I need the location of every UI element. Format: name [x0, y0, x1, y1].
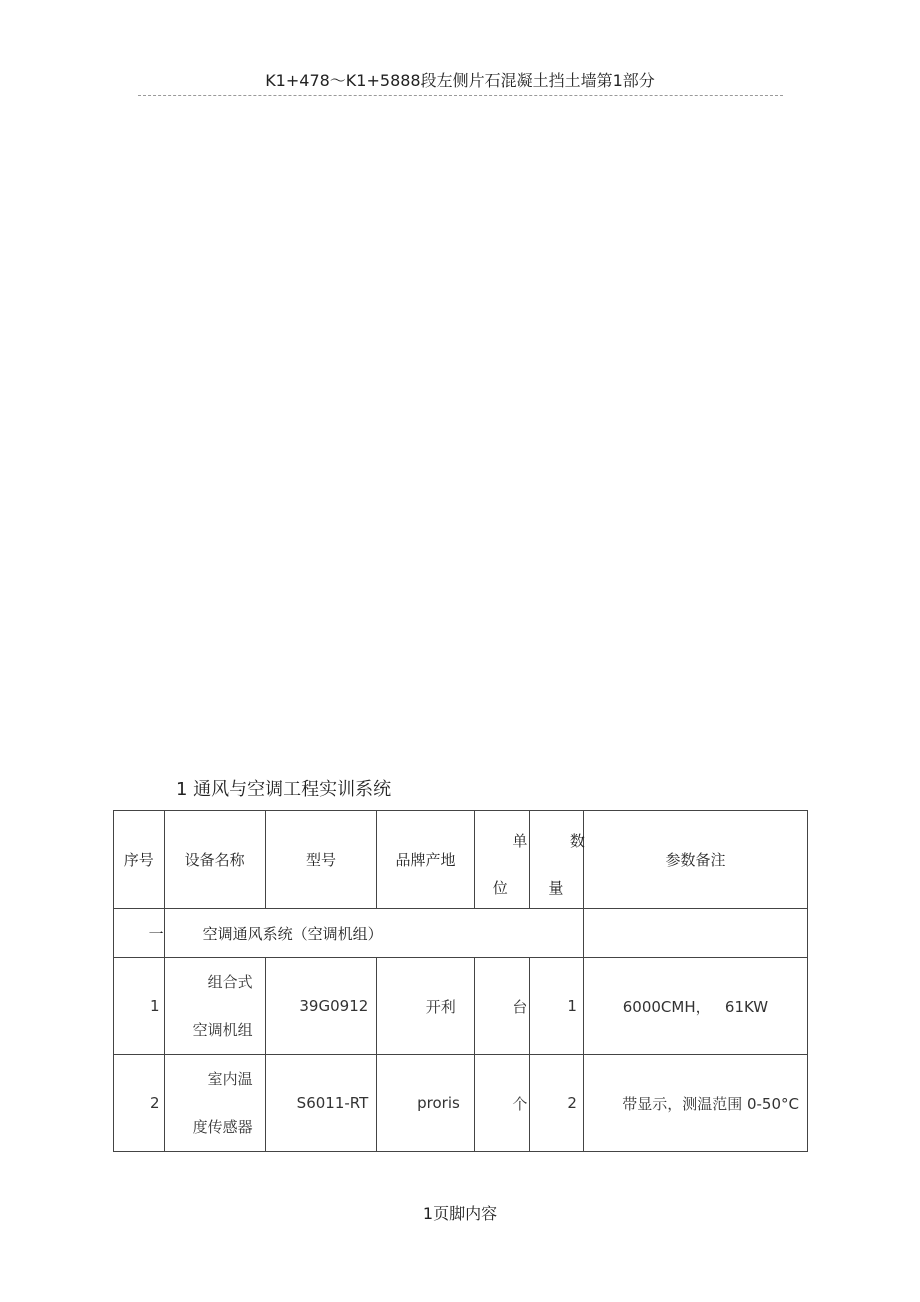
category-no: 一 [114, 909, 165, 958]
row-brand: proris [377, 1055, 475, 1152]
header-remarks: 参数备注 [583, 811, 807, 909]
row-no: 1 [114, 958, 165, 1055]
header-model: 型号 [265, 811, 377, 909]
header-unit-top: 单 [512, 832, 528, 850]
row-name-line1: 组合式 [207, 973, 253, 991]
header-no: 序号 [114, 811, 165, 909]
header-brand: 品牌产地 [377, 811, 475, 909]
table-row [114, 1055, 808, 1152]
equipment-table [113, 810, 808, 1152]
row-remarks: 6000CMH， 61KW [583, 958, 807, 1055]
row-qty: 2 [530, 1055, 584, 1152]
row-no: 2 [114, 1055, 165, 1152]
row-brand: 开利 [377, 958, 475, 1055]
row-name [164, 1055, 265, 1152]
category-remarks [583, 909, 807, 958]
header-unit [474, 811, 530, 909]
row-name-line2: 度传感器 [192, 1118, 253, 1136]
row-model: S6011-RT [265, 1055, 377, 1152]
table-header-row [114, 811, 808, 909]
section-title: 1 通风与空调工程实训系统 [176, 779, 392, 800]
row-name-line2: 空调机组 [192, 1021, 253, 1039]
row-qty: 1 [530, 958, 584, 1055]
header-qty [530, 811, 584, 909]
header-unit-bottom: 位 [492, 879, 508, 897]
table-row [114, 958, 808, 1055]
row-name-line1: 室内温 [207, 1070, 253, 1088]
header-name: 设备名称 [164, 811, 265, 909]
row-model: 39G0912 [265, 958, 377, 1055]
row-unit: 台 [474, 958, 530, 1055]
header-qty-bottom: 量 [548, 879, 564, 897]
row-unit: 个 [474, 1055, 530, 1152]
page-footer: 1页脚内容 [422, 1204, 498, 1223]
row-name [164, 958, 265, 1055]
header-qty-top: 数 [569, 832, 585, 850]
page-header-title: K1+478～K1+5888段左侧片石混凝土挡土墙第1部分 [265, 71, 655, 90]
category-row [114, 909, 808, 958]
row-remarks: 带显示，测温范围 0-50°C [583, 1055, 807, 1152]
category-name: 空调通风系统（空调机组） [164, 909, 583, 958]
header-divider [138, 95, 783, 96]
